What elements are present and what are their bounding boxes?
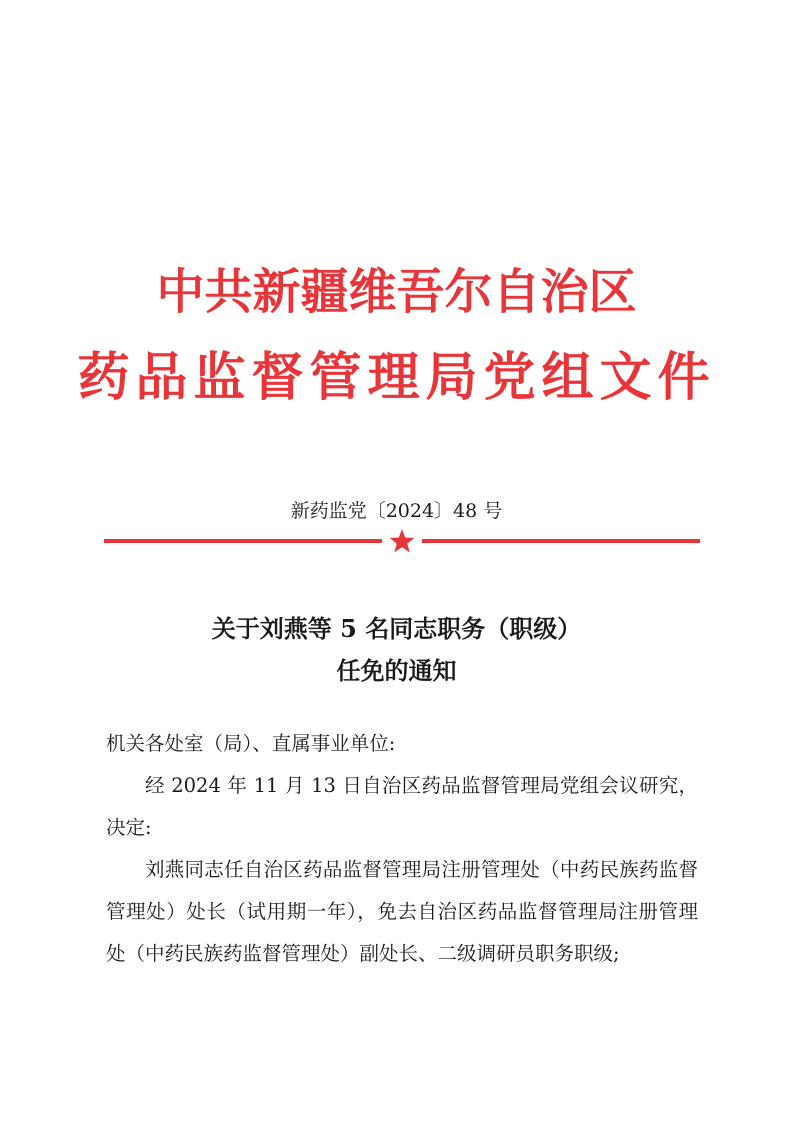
star-icon — [390, 529, 415, 552]
notice-title-line2: 任免的通知 — [336, 656, 457, 685]
body-paragraph-2: 刘燕同志任自治区药品监督管理局注册管理处（中药民族药监督管理处）处长（试用期一年），免去自治区药品监督管理局注册管理处（中药民族药监督管理处）副处长、二级调研员职务职级; — [106, 858, 698, 965]
body-text — [106, 723, 698, 975]
salutation: 机关各处室（局）、直属事业单位: — [106, 732, 396, 755]
header-title-line1: 中共新疆维吾尔自治区 — [156, 264, 637, 320]
body-paragraph-1: 经 2024 年 11 月 13 日自治区药品监督管理局党组会议研究，决定: — [106, 774, 698, 839]
divider-line-left — [104, 539, 382, 543]
document-number: 新药监党〔2024〕48 号 — [290, 500, 503, 522]
notice-title-line1: 关于刘燕等 5 名同志职务（职级） — [211, 614, 582, 643]
divider-line-right — [422, 539, 700, 543]
red-divider — [104, 528, 700, 554]
header-title-line2: 药品监督管理局党组文件 — [77, 347, 716, 408]
